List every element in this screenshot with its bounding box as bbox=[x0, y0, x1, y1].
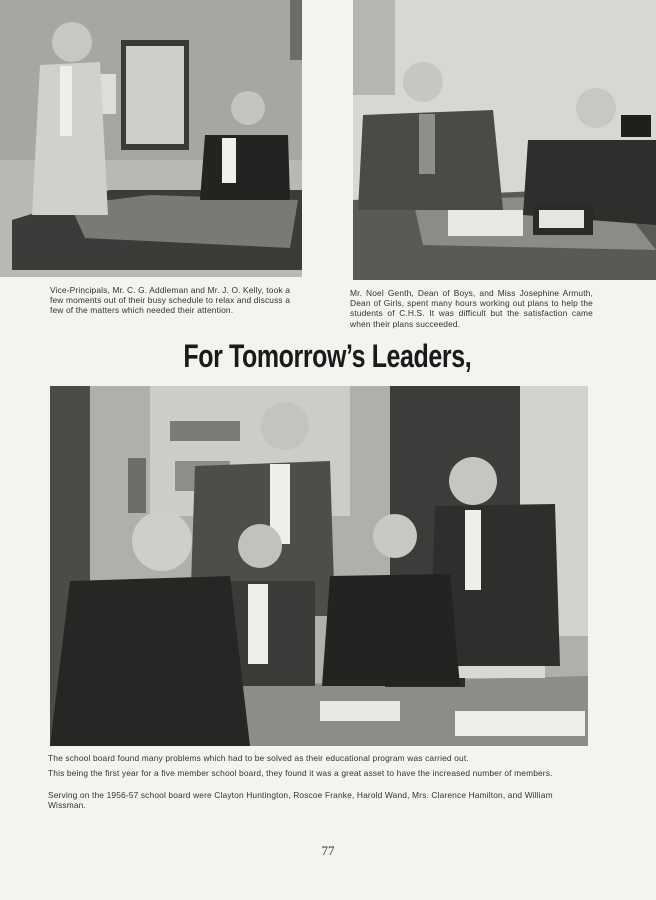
school-board-paragraph-1: The school board found many problems which had to be solved as their educational program was carried out. bbox=[48, 753, 469, 763]
school-board-photo bbox=[50, 386, 588, 746]
vice-principals-photo bbox=[0, 0, 302, 277]
deans-caption: Mr. Noel Genth, Dean of Boys, and Miss Josephine Armuth, Dean of Girls, spent many hours working out plans to help the students of C.H.S. It was difficult but the satisfaction came when their plans succeeded. bbox=[350, 288, 593, 329]
page-headline: For Tomorrow’s Leaders, bbox=[183, 338, 472, 374]
deans-photo bbox=[353, 0, 656, 280]
school-board-paragraph-3: Serving on the 1956-57 school board were Clayton Huntington, Roscoe Franke, Harold Wand, Mrs. Clarence Hamilton, and William Wissman. bbox=[48, 790, 553, 811]
vice-principals-caption: Vice-Principals, Mr. C. G. Addleman and Mr. J. O. Kelly, took a few moments out of their busy schedule to relax and discuss a few of the matters which needed their attention. bbox=[50, 285, 291, 316]
school-board-paragraph-2: This being the first year for a five member school board, they found it was a great asset to have the increased number of members. bbox=[48, 768, 553, 778]
page-number: 77 bbox=[321, 843, 335, 858]
